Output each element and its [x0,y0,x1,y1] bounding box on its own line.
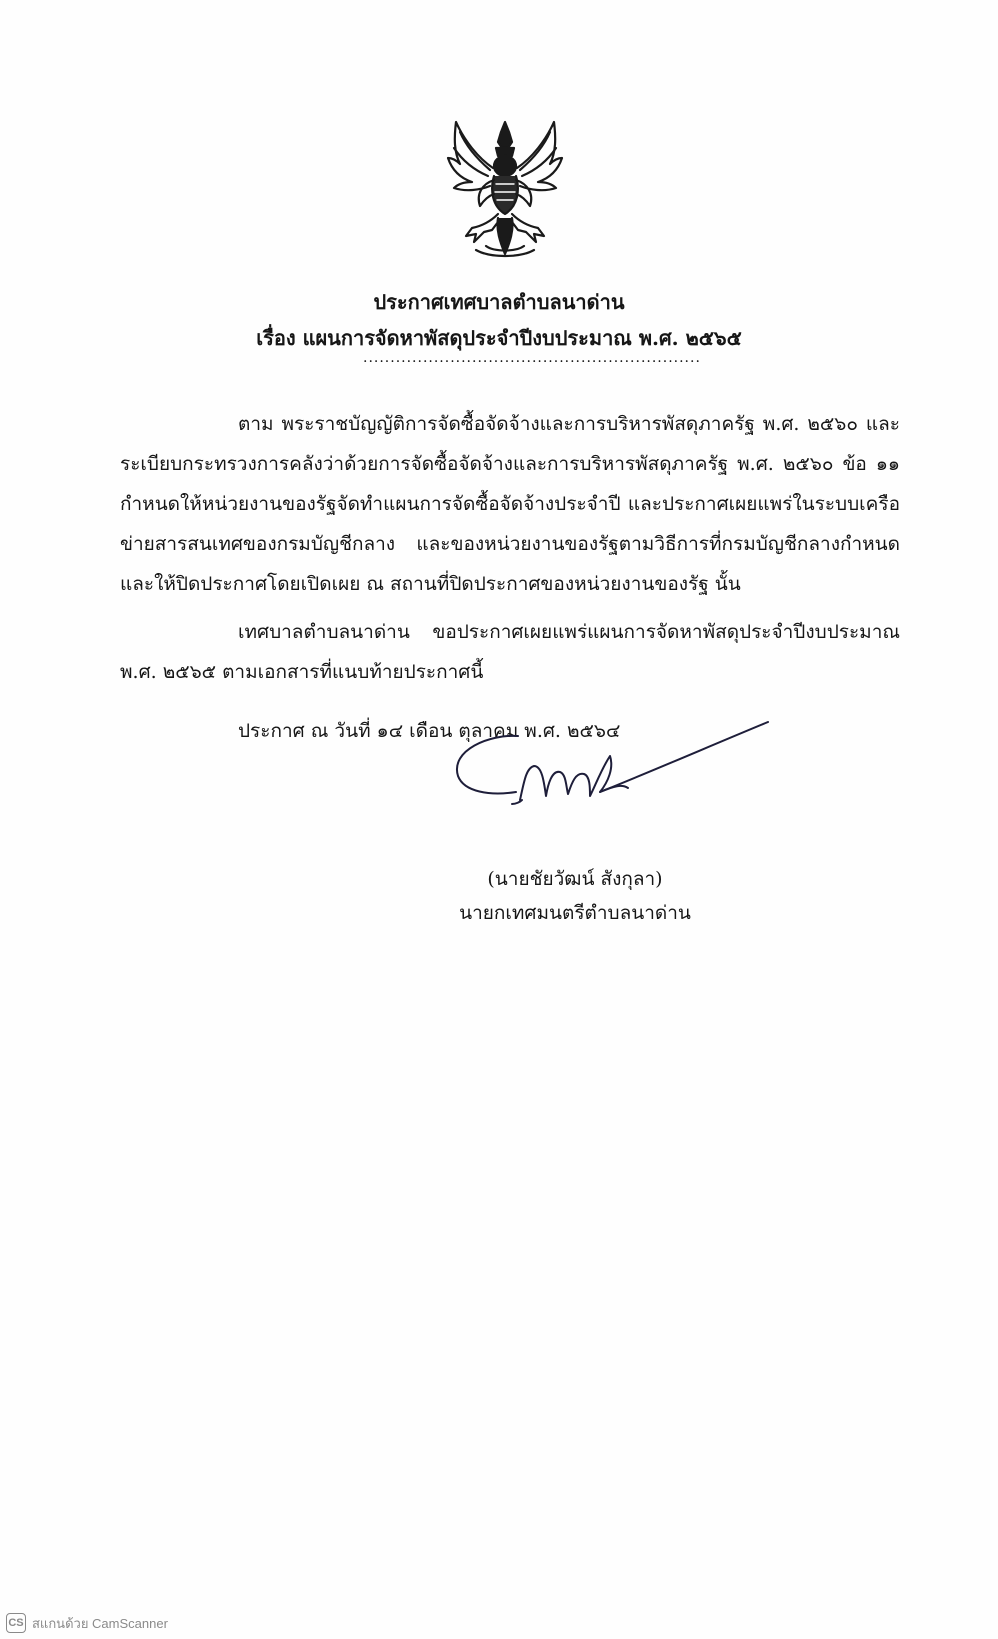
body-paragraph-2: เทศบาลตำบลนาด่าน ขอประกาศเผยแพร่แผนการจัดหาพัสดุประจำปีงบประมาณ พ.ศ. ๒๕๖๕ ตามเอกสารที่แนบท้ายประกาศนี้ [120,621,900,683]
announcement-date: ประกาศ ณ วันที่ ๑๔ เดือน ตุลาคม พ.ศ. ๒๕๖๔ [238,720,621,742]
handwritten-signature [450,722,810,840]
announcement-subject: เรื่อง แผนการจัดหาพัสดุประจำปีงบประมาณ พ.ศ. ๒๕๖๕ [256,326,742,350]
signer-position: นายกเทศมนตรีตำบลนาด่าน [459,902,691,924]
body-paragraph-1: ตาม พระราชบัญญัติการจัดซื้อจัดจ้างและการบริหารพัสดุภาครัฐ พ.ศ. ๒๕๖๐ และระเบียบกระทรวงการคลังว่าด้วยการจัดซื้อจัดจ้างและการบริหารพัสดุภาครัฐ พ.ศ. ๒๕๖๐ ข้อ ๑๑ กำหนดให้หน่วยงานของรัฐจัดทำแผนการจัดซื้อจัดจ้างประจำปี และประกาศเผยแพร่ในระบบเครือข่ายสารสนเทศของกรมบัญชีกลาง และของหน่วยงานของรัฐตามวิธีการที่กรมบัญชีกลางกำหนดและให้ปิดประกาศโดยเปิดเผย ณ สถานที่ปิดประกาศของหน่วยงานของรัฐ นั้น [120,413,900,595]
garuda-emblem-icon [446,118,564,260]
camscanner-text: สแกนด้วย CamScanner [32,1615,168,1631]
separator-dots: .............................................................. [363,350,701,366]
camscanner-logo-icon: CS [6,1613,26,1633]
announcement-title: ประกาศเทศบาลตำบลนาด่าน [373,290,625,314]
signer-name: (นายชัยวัฒน์ สังกุลา) [487,868,663,890]
camscanner-footer [6,1612,168,1634]
